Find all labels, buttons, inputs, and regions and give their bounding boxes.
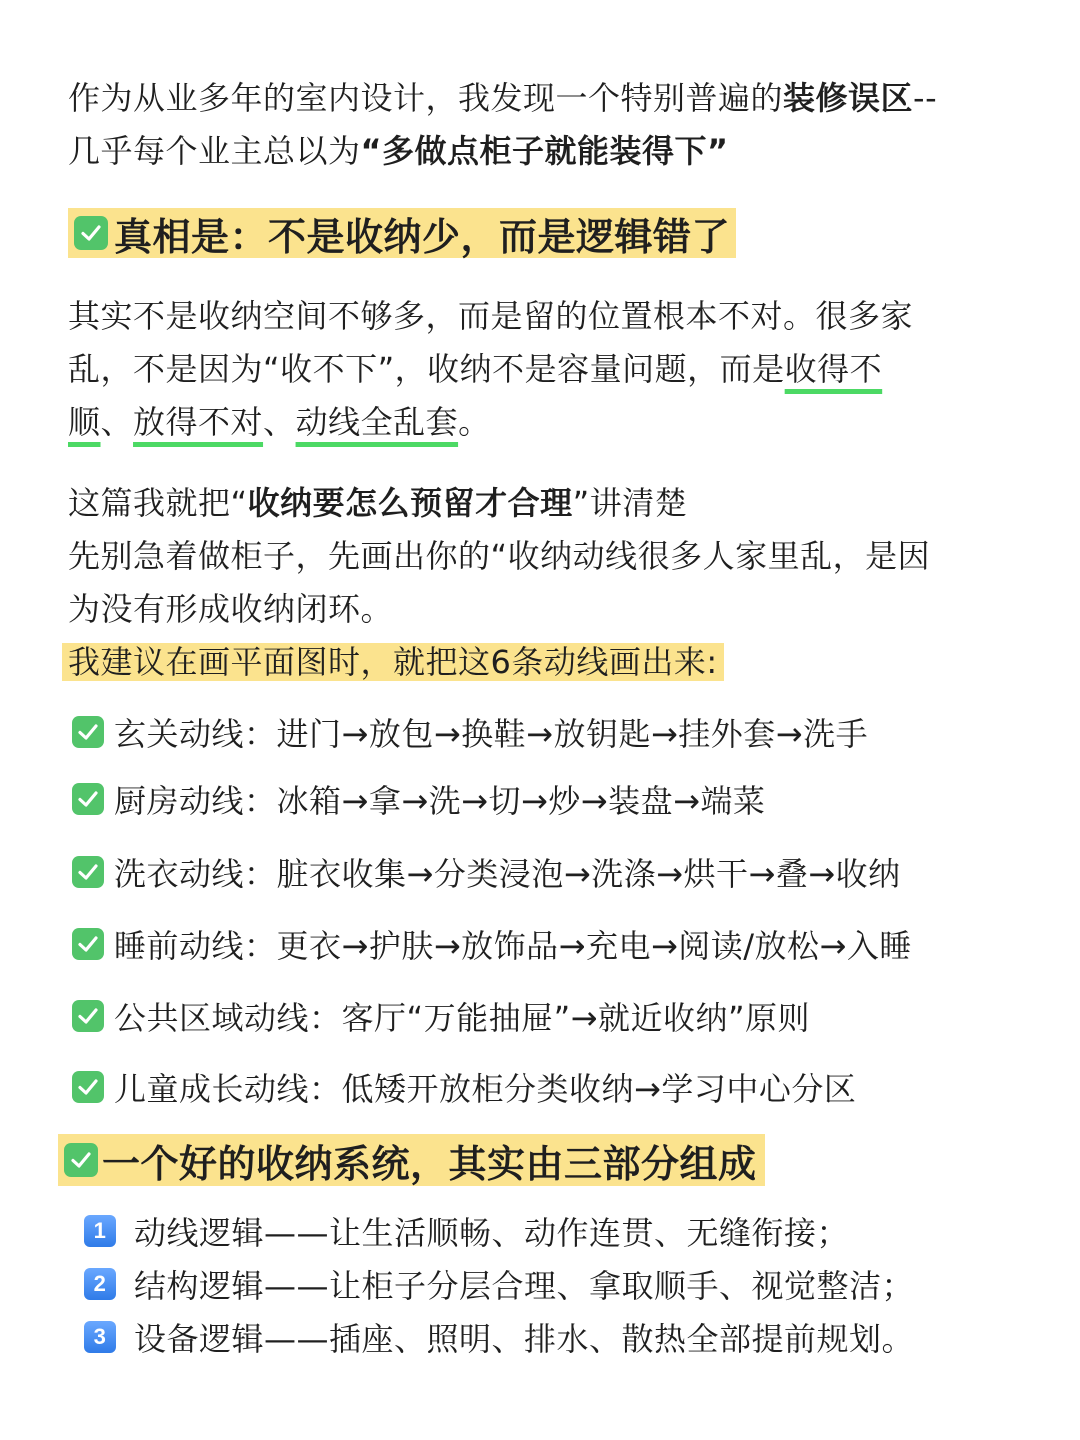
intro-dashes: --	[913, 79, 938, 117]
part-text: 动线逻辑——让生活顺畅、动作连贯、无缝衔接；	[134, 1214, 850, 1252]
underlined-phrase: 收得不	[784, 350, 883, 388]
underlined-phrase: 动线全乱套	[295, 403, 459, 441]
flow-item	[72, 774, 765, 824]
flow-text: 厨房动线：冰箱→拿→洗→切→炒→装盘→端菜	[114, 782, 766, 820]
paragraph-line	[68, 477, 1018, 530]
flow-item	[72, 1062, 856, 1112]
flow-item	[72, 919, 912, 969]
number-one-icon: 1	[84, 1215, 116, 1247]
intro-bold-quote: “多做点柜子就能装得下”	[360, 132, 729, 170]
underlined-phrase: 放得不对	[133, 403, 264, 441]
intro-bold-keyword: 装修误区	[783, 79, 914, 117]
flow-text: 儿童成长动线：低矮开放柜分类收纳→学习中心分区	[114, 1070, 857, 1108]
flow-text: 洗衣动线：脏衣收集→分类浸泡→洗涤→烘干→叠→收纳	[114, 855, 901, 893]
check-mark-icon	[64, 1143, 98, 1177]
paragraph-text: ”讲清楚	[572, 484, 688, 522]
separator: 、	[100, 403, 134, 441]
number-three-icon: 3	[84, 1321, 116, 1353]
intro-line-1	[68, 72, 1018, 125]
heading-text: 真相是：不是收纳少，而是逻辑错了	[114, 214, 731, 259]
system-part-item	[84, 1206, 849, 1256]
truth-paragraph	[68, 290, 1018, 449]
flow-text: 玄关动线：进门→放包→换鞋→放钥匙→挂外套→洗手	[114, 715, 869, 753]
flow-item	[72, 707, 868, 757]
check-mark-icon	[72, 716, 104, 748]
separator: 、	[263, 403, 296, 441]
check-mark-icon	[72, 1071, 104, 1103]
part-text: 设备逻辑——插座、照明、排水、散热全部提前规划。	[134, 1320, 915, 1358]
system-part-item	[84, 1259, 914, 1309]
heading-text: 一个好的收纳系统，其实由三部分组成	[102, 1141, 757, 1186]
check-mark-icon	[72, 783, 104, 815]
intro-paragraph	[68, 72, 1018, 178]
number-two-icon: 2	[84, 1268, 116, 1300]
check-mark-icon	[72, 928, 104, 960]
flow-text: 公共区域动线：客厅“万能抽屉”→就近收纳”原则	[114, 999, 811, 1037]
check-mark-icon	[72, 1000, 104, 1032]
intro-text: 几乎每个业主总以为	[68, 132, 361, 170]
part-text: 结构逻辑——让柜子分层合理、拿取顺手、视觉整洁；	[134, 1267, 915, 1305]
paragraph-line: 其实不是收纳空间不够多，而是留的位置根本不对。很多家	[68, 297, 914, 335]
section-heading-truth	[68, 208, 736, 258]
underlined-phrase: 顺	[68, 403, 101, 441]
paragraph-line: 为没有形成收纳闭环。	[68, 590, 394, 628]
plan-paragraph	[68, 477, 1018, 689]
bold-phrase: 收纳要怎么预留才合理	[247, 484, 573, 522]
section-heading-system	[58, 1134, 765, 1186]
paragraph-line	[62, 636, 1018, 689]
check-mark-icon	[72, 856, 104, 888]
flow-text: 睡前动线：更衣→护肤→放饰品→充电→阅读/放松→入睡	[114, 927, 912, 965]
flow-item	[72, 847, 901, 897]
highlighted-sentence: 我建议在画平面图时，就把这6条动线画出来:	[62, 643, 724, 681]
system-part-item	[84, 1312, 914, 1362]
paragraph-line	[68, 343, 1018, 396]
paragraph-line: 先别急着做柜子，先画出你的“收纳动线很多人家里乱，是因	[68, 537, 931, 575]
check-mark-icon	[74, 216, 108, 250]
intro-text: 作为从业多年的室内设计，我发现一个特别普遍的	[68, 79, 784, 117]
paragraph-line	[68, 396, 1018, 449]
period: 。	[458, 403, 491, 441]
flow-item	[72, 991, 810, 1041]
intro-line-2	[68, 125, 1018, 178]
paragraph-text: 乱，不是因为“收不下”，收纳不是容量问题，而是	[68, 350, 785, 388]
paragraph-text: 这篇我就把“	[68, 484, 248, 522]
